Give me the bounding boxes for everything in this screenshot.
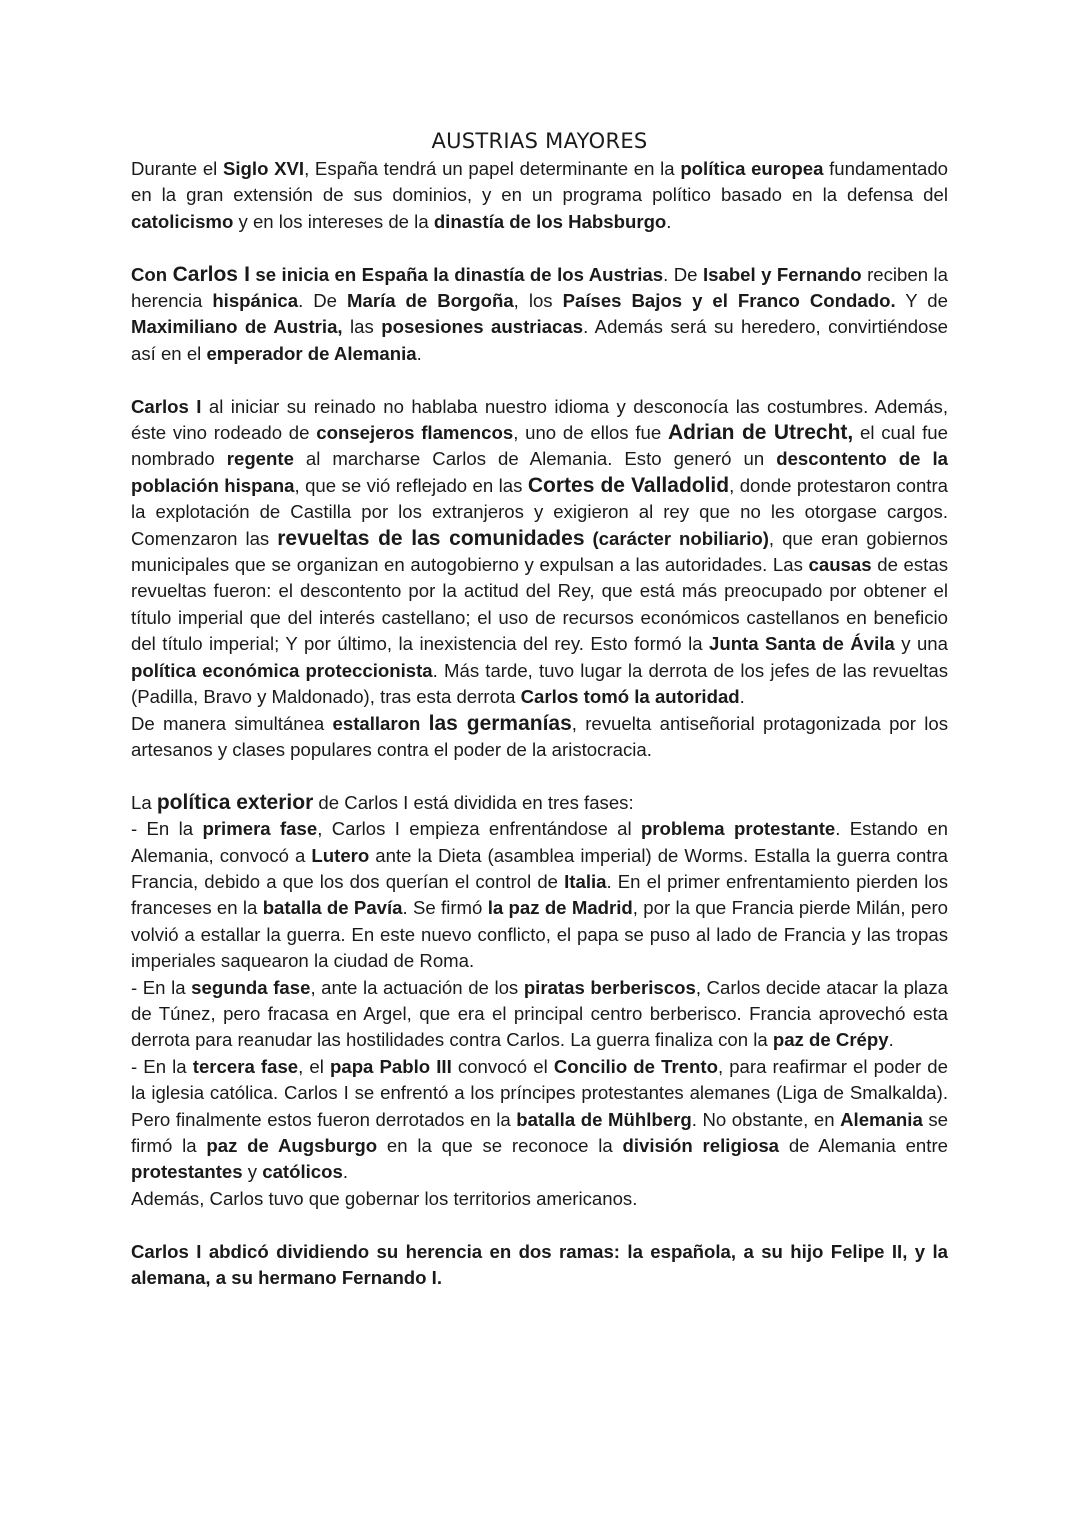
bold-text-run: Maximiliano de Austria, [131, 316, 343, 338]
paragraph-gap [131, 235, 948, 261]
bold-text-run: división religiosa [622, 1134, 780, 1156]
text-run: , por la que Francia pierde Milán, pero volvió a estallar la guerra. En este nuevo conflicto, el papa se puso al lado de Francia y las tropas imperiales saquearon la ciudad de Roma. [131, 897, 949, 972]
bold-text-run: Carlos tomó la autoridad [520, 686, 740, 708]
document-title: AUSTRIAS MAYORES [431, 129, 648, 153]
text-run: . De [298, 290, 347, 312]
paragraph-abdication [131, 1239, 948, 1292]
bold-text-run: batalla de Mühlberg [516, 1108, 692, 1130]
bold-text-run: primera fase [202, 818, 318, 840]
text-run: . [342, 1161, 349, 1183]
text-run: las [342, 316, 382, 338]
text-run: , el [298, 1055, 330, 1077]
bold-text-run: María de Borgoña [347, 290, 514, 312]
text-run: y en los intereses de la [233, 210, 434, 232]
bold-text-run: Adrian de Utrecht, [668, 421, 854, 445]
text-run: , revuelta antiseñorial protagonizada por los artesanos y clases populares contra el poder de la aristocracia. [131, 712, 948, 760]
bold-text-run: Países Bajos y el Franco Condado. [562, 290, 896, 312]
bold-text-run: política europea [680, 158, 824, 179]
text-run: y una [894, 633, 948, 655]
document-page [131, 126, 948, 1291]
bold-text-run: segunda fase [191, 976, 311, 998]
text-run: , Carlos I empieza enfrentándose al [317, 818, 641, 840]
text-run: . [888, 1029, 894, 1051]
text-run: , que eran gobiernos municipales que se organizan en autogobierno y expulsan a las autoridades. Las [131, 527, 948, 576]
bold-text-run: hispánica [212, 290, 299, 312]
text-run: Además, Carlos tuvo que gobernar los territorios americanos. [131, 1187, 638, 1209]
paragraph-intro [131, 156, 948, 235]
text-run: , los [513, 290, 563, 312]
bold-text-run: paz de Augsburgo [206, 1134, 378, 1156]
text-run: . [416, 342, 422, 364]
text-run: , ante la actuación de los [310, 976, 524, 998]
text-run: el cual fue nombrado [131, 422, 948, 470]
text-run: - En la [131, 976, 192, 998]
bold-text-run: piratas berberiscos [523, 976, 696, 998]
paragraph-germanias [131, 711, 948, 764]
text-run: Durante el [131, 158, 223, 179]
text-run: convocó el [451, 1055, 554, 1077]
bold-text-run: Carlos I abdicó dividiendo su herencia en dos ramas: la española, a su hijo Felipe II, y la alemana, a su hermano Fernando I. [131, 1240, 948, 1288]
paragraph-first-phase [131, 816, 948, 974]
bold-text-run: Concilio de Trento [553, 1055, 718, 1077]
bold-text-run: emperador de Alemania [206, 342, 417, 364]
paragraph-gap [131, 763, 948, 789]
text-run: fundamentado en la gran extensión de sus dominios, y en un programa político basado en la defensa del [131, 158, 949, 206]
bold-text-run: las germanías [428, 711, 572, 735]
text-run: De manera simultánea [131, 712, 333, 734]
bold-text-run: Italia [564, 870, 607, 892]
paragraph-gap [131, 367, 948, 393]
bold-text-run: consejeros flamencos [316, 422, 514, 444]
text-run: y [242, 1161, 263, 1183]
bold-text-run: catolicismo [131, 210, 234, 232]
bold-text-run: Carlos I [172, 262, 250, 286]
text-run: . De [663, 263, 703, 285]
text-run: , uno de ellos fue [513, 422, 668, 444]
text-run: , que se vió reflejado en las [294, 474, 528, 496]
text-run: . No obstante, en [691, 1108, 841, 1130]
paragraph-foreign-policy [131, 790, 948, 816]
text-run: ante la Dieta (asamblea imperial) de Worms. Estalla la guerra contra Francia, debido a que los dos querían el control de [131, 844, 948, 892]
bold-text-run: descontento de la población hispana [131, 448, 948, 496]
bold-text-run: católicos [262, 1161, 343, 1183]
text-run: , para reafirmar el poder de la iglesia católica. Carlos I se enfrentó a los príncipes protestantes alemanes (Liga de Smalkalda). Pero finalmente estos fueron derrotados en la [131, 1055, 948, 1130]
paragraph-second-phase [131, 975, 948, 1054]
bold-text-run: protestantes [131, 1161, 243, 1183]
text-run: . Además será su heredero, convirtiéndose así en el [131, 316, 949, 364]
text-run: en la que se reconoce la [377, 1134, 623, 1156]
bold-text-run: batalla de Pavía [262, 897, 403, 919]
text-run: - En la [131, 818, 203, 840]
bold-text-run: problema protestante [640, 818, 836, 840]
text-run: al iniciar su reinado no hablaba nuestro idioma y desconocía las costumbres. Además, éste vino rodeado de [131, 395, 948, 444]
text-run: de Alemania entre [779, 1134, 948, 1156]
text-run: . Más tarde, tuvo lugar la derrota de los jefes de las revueltas (Padilla, Bravo y Maldonado), tras esta derrota [131, 659, 948, 708]
bold-text-run: Isabel y Fernando [702, 263, 862, 285]
text-run: . Estando en Alemania, convocó a [131, 818, 948, 866]
text-run: se firmó la [131, 1108, 949, 1156]
bold-text-run: dinastía de los Habsburgo [433, 210, 667, 232]
text-run: . [666, 210, 672, 232]
paragraph-third-phase [131, 1054, 948, 1186]
bold-text-run: (carácter nobiliario) [584, 527, 769, 549]
text-run: . [739, 686, 745, 708]
text-run: al marcharse Carlos de Alemania. Esto generó un [293, 448, 777, 470]
bold-text-run: regente [226, 448, 294, 470]
bold-text-run: Siglo XVI [222, 158, 305, 179]
bold-text-run: política exterior [156, 790, 314, 814]
bold-text-run: la paz de Madrid [487, 897, 633, 919]
bold-text-run: Alemania [840, 1108, 923, 1130]
text-run: La [131, 791, 157, 813]
bold-text-run: estallaron [332, 712, 429, 734]
bold-text-run: Cortes de Valladolid [527, 473, 730, 497]
text-run: , España tendrá un papel determinante en la [304, 158, 681, 179]
text-run: de estas revueltas fueron: el descontento por la actitud del Rey, que está más preocupado por obtener el título imperial que del interés castellano; el uso de recursos económicos castellanos en beneficio del título imperial; Y por último, la inexistencia del rey. Esto formó la [131, 554, 948, 655]
bold-text-run: posesiones austriacas [381, 316, 584, 338]
bold-text-run: política económica proteccionista [131, 659, 433, 681]
bold-text-run: papa Pablo III [330, 1055, 452, 1077]
bold-text-run: causas [808, 554, 872, 576]
bold-text-run: paz de Crépy [772, 1029, 889, 1051]
text-run: , Carlos decide atacar la plaza de Túnez, pero fracasa en Argel, que era el principal centro berberisco. Francia aprovechó esta derrota para reanudar las hostilidades contra Carlos. La guerra finaliza con la [131, 976, 949, 1051]
paragraph-gap [131, 1212, 948, 1238]
text-run: de Carlos I está dividida en tres fases: [313, 791, 634, 813]
bold-text-run: Junta Santa de Ávila [709, 633, 895, 655]
paragraph-americas [131, 1186, 948, 1212]
text-run: . En el primer enfrentamiento pierden los franceses en la [131, 870, 948, 919]
bold-text-run: se inicia en España la dinastía de los Austrias [249, 263, 664, 285]
text-run: reciben la herencia [131, 263, 949, 312]
bold-text-run: tercera fase [192, 1055, 299, 1077]
bold-text-run: revueltas de las comunidades [277, 526, 585, 550]
paragraph-comunidades [131, 394, 948, 711]
bold-text-run: Lutero [311, 844, 370, 866]
paragraph-dynasty [131, 262, 948, 368]
text-run: . Se firmó [402, 897, 488, 919]
bold-text-run: Con [131, 263, 173, 285]
text-run: - En la [131, 1055, 193, 1077]
text-run: , donde protestaron contra la explotación de Castilla por los extranjeros y exigieron al rey que no les otorgase cargos. Comenzaron las [131, 474, 948, 549]
text-run: Y de [895, 290, 948, 312]
bold-text-run: Carlos I [131, 395, 202, 417]
